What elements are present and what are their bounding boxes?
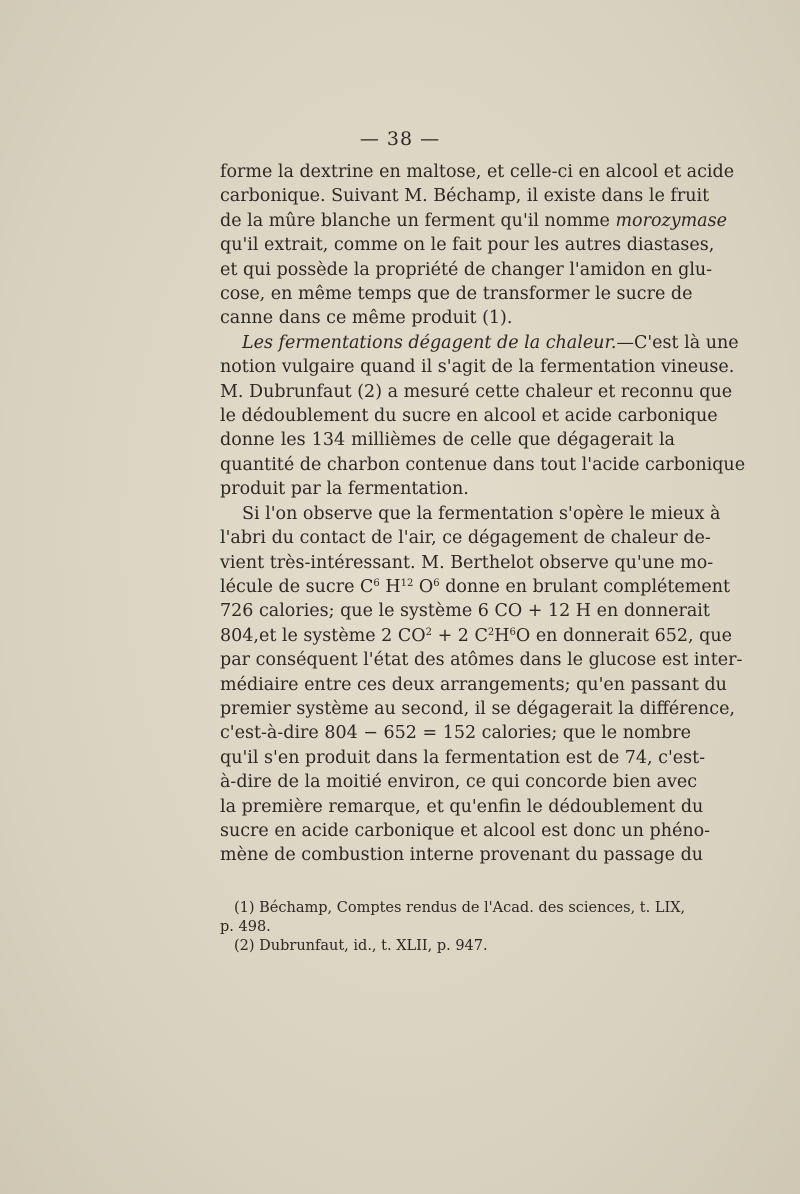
text-line: carbonique. Suivant M. Béchamp, il existe dans le fruit bbox=[220, 186, 710, 207]
text-line: quantité de charbon contenue dans tout l'acide carbonique bbox=[220, 454, 746, 475]
text-line: c'est-à-dire 804 − 652 = 152 calories; que le nombre bbox=[220, 723, 692, 744]
italic-heading: Les fermentations dégagent de la chaleur. bbox=[242, 332, 617, 353]
footnote-continuation: p. 498. bbox=[220, 919, 271, 935]
text-line: Si l'on observe que la fermentation s'opère le mieux à bbox=[242, 503, 721, 524]
text-line: par conséquent l'état des atômes dans le glucose est inter- bbox=[220, 650, 743, 671]
text-line: produit par la fermentation. bbox=[220, 479, 469, 500]
text-line: sucre en acide carbonique et alcool est donc un phéno- bbox=[220, 820, 711, 841]
body-text bbox=[220, 160, 746, 868]
text-line: l'abri du contact de l'air, ce dégagement de chaleur de- bbox=[220, 528, 711, 549]
text-line: à-dire de la moitié environ, ce qui concorde bien avec bbox=[220, 772, 698, 793]
text-line: canne dans ce même produit (1). bbox=[220, 308, 513, 329]
text-line: qu'il s'en produit dans la fermentation est de 74, c'est- bbox=[220, 747, 706, 768]
text-line: 804,et le système 2 $CO^2 + 2$ $C^2H^6O$ en donnerait 652, que bbox=[220, 625, 732, 646]
text-line: médiaire entre ces deux arrangements; qu'en passant du bbox=[220, 674, 727, 695]
text-line: lécule de sucre $C^6$ $H^{12}$ $O^6$ donne en brulant complétement bbox=[220, 576, 731, 597]
text-line: qu'il extrait, comme on le fait pour les autres diastases, bbox=[220, 235, 715, 256]
italic-term: morozymase bbox=[615, 210, 727, 231]
footnotes bbox=[220, 899, 686, 956]
text-line: de la mûre blanche un ferment qu'il nomme morozymase bbox=[220, 210, 727, 231]
text-line: donne les 134 millièmes de celle que dégagerait la bbox=[220, 430, 675, 451]
text-line: cose, en même temps que de transformer le sucre de bbox=[220, 284, 693, 305]
text-line: 726 calories; que le système 6 CO + 12 H en donnerait bbox=[220, 601, 710, 622]
footnote: (2) Dubrunfaut, id., t. XLII, p. 947. bbox=[234, 938, 488, 954]
text-line: le dédoublement du sucre en alcool et acide carbonique bbox=[220, 406, 718, 427]
text-line: M. Dubrunfaut (2) a mesuré cette chaleur et reconnu que bbox=[220, 381, 733, 402]
text-line: forme la dextrine en maltose, et celle-ci en alcool et acide bbox=[220, 162, 735, 182]
text-line: vient très-intéressant. M. Berthelot observe qu'une mo- bbox=[220, 552, 714, 573]
text-line: et qui possède la propriété de changer l'amidon en glu- bbox=[220, 259, 713, 280]
text-line: notion vulgaire quand il s'agit de la fermentation vineuse. bbox=[220, 357, 735, 378]
text-line: premier système au second, il se dégagerait la différence, bbox=[220, 698, 735, 719]
section-heading-line: Les fermentations dégagent de la chaleur.—C'est là une bbox=[242, 332, 739, 353]
text-line: mène de combustion interne provenant du passage du bbox=[220, 845, 704, 866]
page-number: — 38 — bbox=[359, 128, 441, 150]
footnote: (1) Béchamp, Comptes rendus de l'Acad. des sciences, t. LIX, bbox=[234, 900, 686, 916]
text-line: la première remarque, et qu'enfin le dédoublement du bbox=[220, 796, 704, 817]
